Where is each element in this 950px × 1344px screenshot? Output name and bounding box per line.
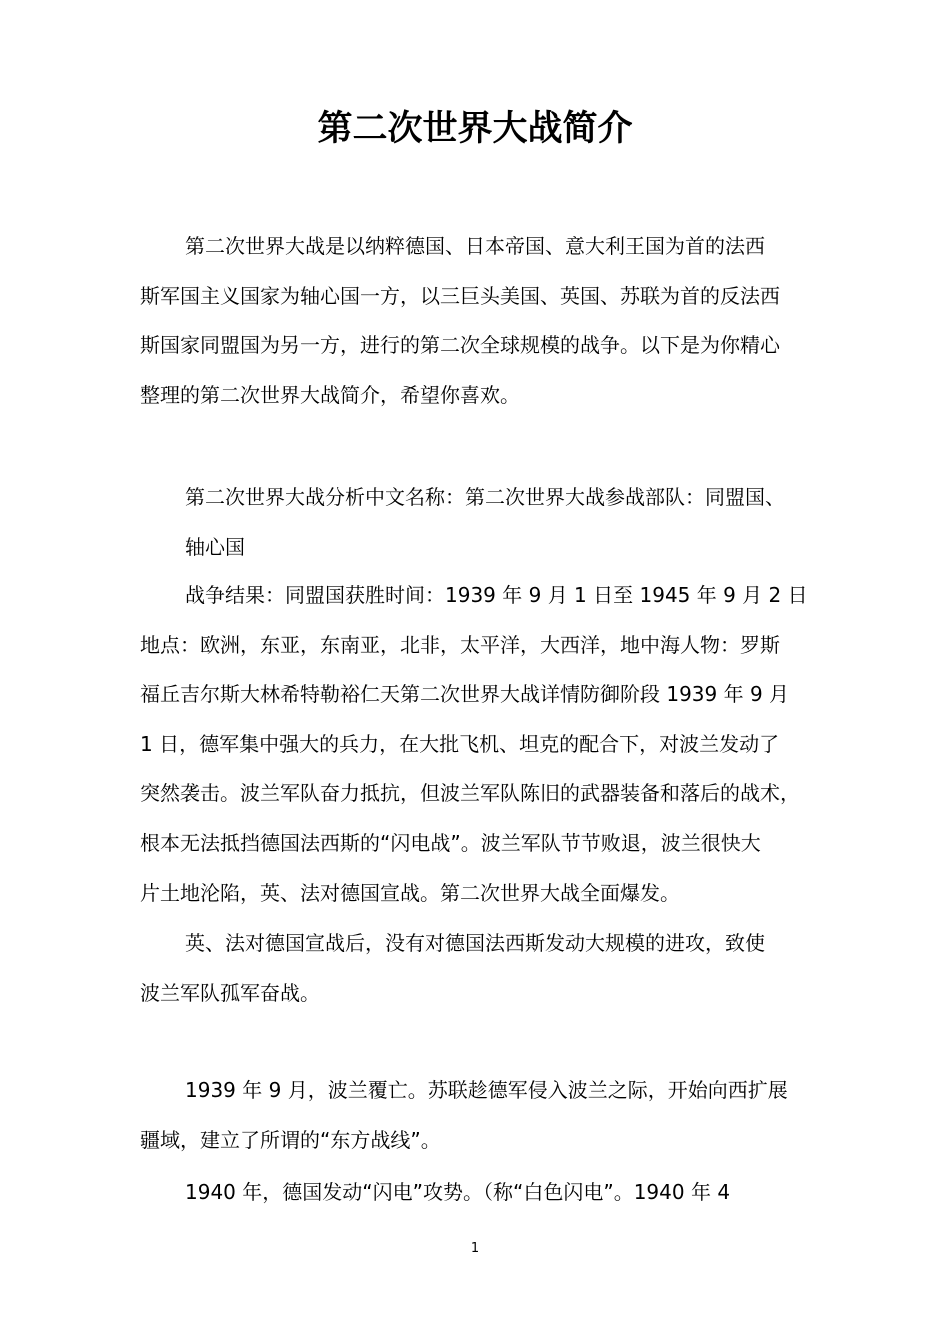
paragraph-line: 斯国家同盟国为另一方，进行的第二次全球规模的战争。以下是为你精心 bbox=[140, 333, 780, 358]
paragraph-line: 地点：欧洲，东亚，东南亚，北非，太平洋，大西洋，地中海人物：罗斯 bbox=[140, 632, 780, 657]
paragraph-line: 战争结果：同盟国获胜时间：1939 年 9 月 1 日至 1945 年 9 月 2 日 bbox=[185, 583, 808, 607]
paragraph-line: 波兰军队孤军奋战。 bbox=[140, 980, 320, 1005]
paragraph-line: 疆域，建立了所谓的“东方战线”。 bbox=[140, 1127, 441, 1152]
document-title: 第二次世界大战简介 bbox=[317, 109, 633, 149]
paragraph-line: 根本无法抵挡德国法西斯的“闪电战”。波兰军队节节败退，波兰很快大 bbox=[140, 830, 761, 855]
paragraph-line: 1 日，德军集中强大的兵力，在大批飞机、坦克的配合下，对波兰发动了 bbox=[140, 731, 780, 756]
paragraph-1939 bbox=[140, 1066, 832, 1165]
paragraph-line: 斯军国主义国家为轴心国一方，以三巨头美国、英国、苏联为首的反法西 bbox=[140, 283, 780, 308]
paragraph-intro bbox=[140, 222, 832, 420]
paragraph-line: 1940 年，德国发动“闪电”攻势。（称“白色闪电”。1940 年 4 bbox=[185, 1180, 731, 1204]
paragraph-1940 bbox=[140, 1168, 832, 1218]
paragraph-line: 片土地沦陷，英、法对德国宣战。第二次世界大战全面爆发。 bbox=[140, 880, 680, 905]
paragraph-line: 整理的第二次世界大战简介，希望你喜欢。 bbox=[140, 382, 520, 407]
paragraph-line: 英、法对德国宣战后，没有对德国法西斯发动大规模的进攻，致使 bbox=[185, 931, 765, 955]
paragraph-line: 第二次世界大战分析中文名称：第二次世界大战参战部队：同盟国、 bbox=[185, 485, 785, 509]
paragraph-line: 轴心国 bbox=[185, 534, 245, 559]
paragraph-line: 第二次世界大战是以纳粹德国、日本帝国、意大利王国为首的法西 bbox=[185, 234, 765, 258]
paragraph-declaration bbox=[140, 919, 832, 1018]
page-number: 1 bbox=[470, 1241, 480, 1256]
paragraph-line: 1939 年 9 月，波兰覆亡。苏联趁德军侵入波兰之际，开始向西扩展 bbox=[185, 1078, 788, 1102]
paragraph-line: 突然袭击。波兰军队奋力抵抗，但波兰军队陈旧的武器装备和落后的战术， bbox=[140, 781, 800, 806]
paragraph-line: 福丘吉尔斯大林希特勒裕仁天第二次世界大战详情防御阶段 1939 年 9 月 bbox=[140, 682, 790, 707]
paragraph-details bbox=[140, 571, 832, 918]
paragraph-overview bbox=[140, 473, 832, 572]
